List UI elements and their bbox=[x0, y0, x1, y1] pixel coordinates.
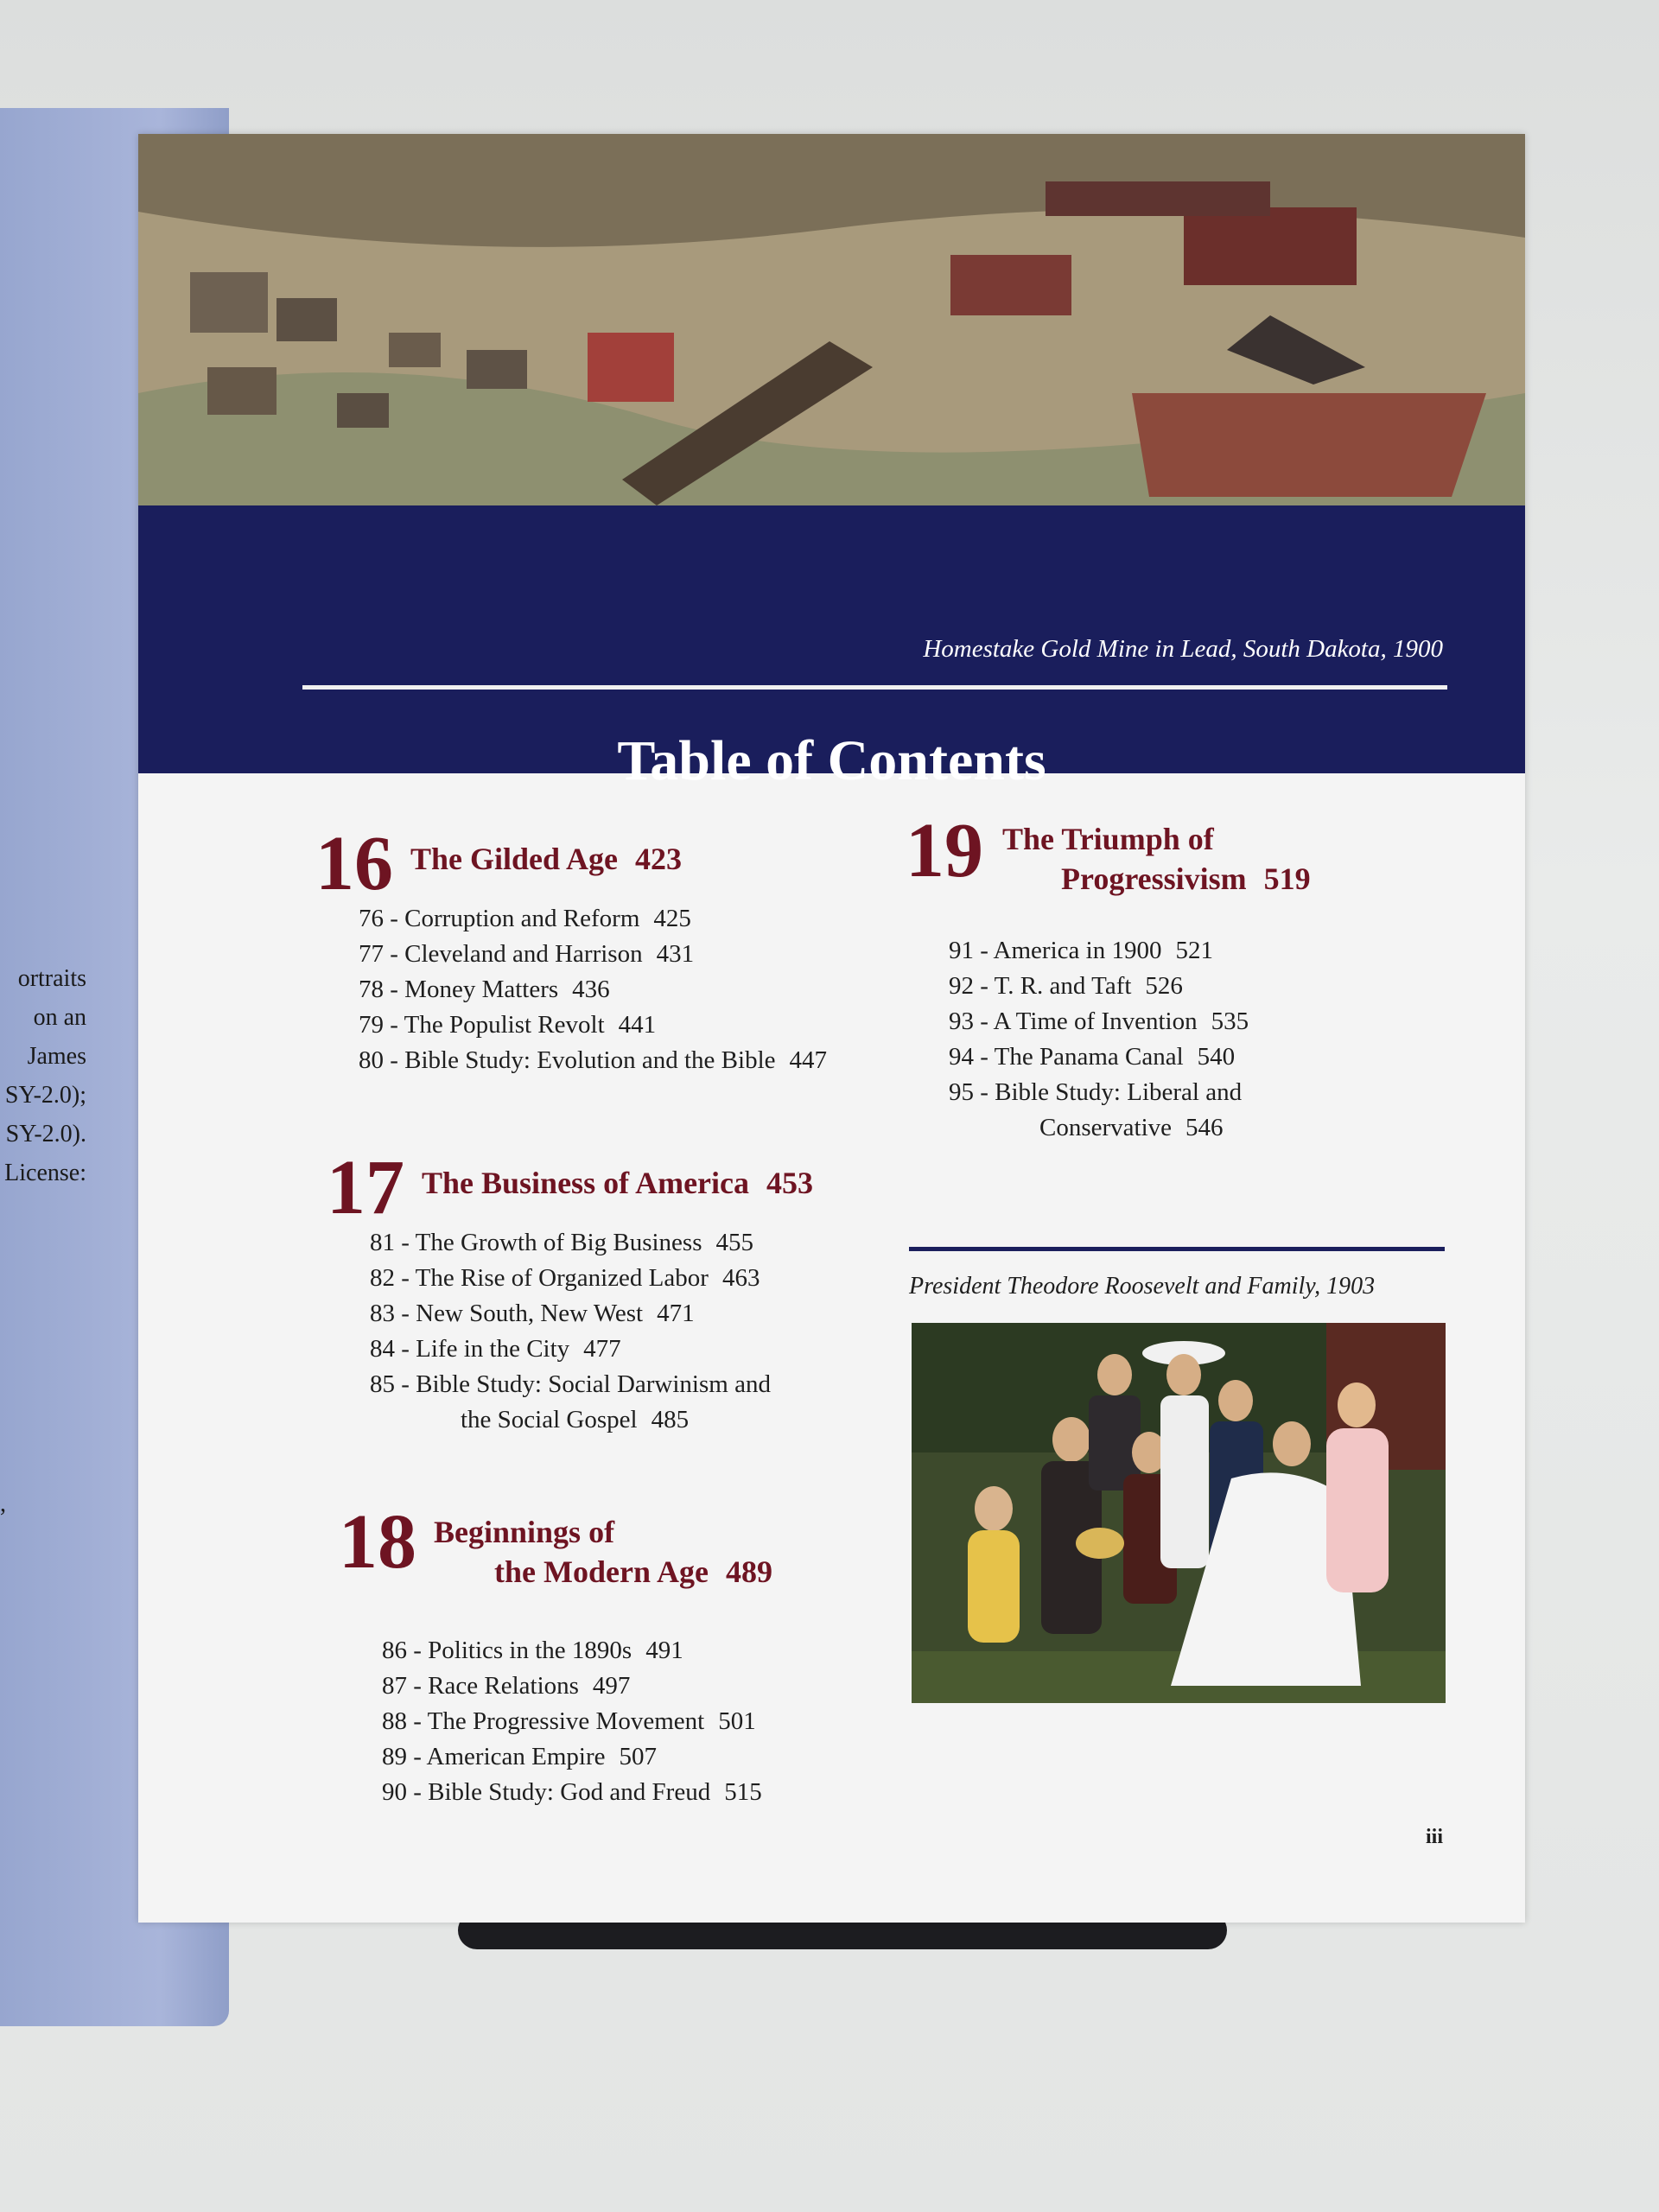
lesson-list bbox=[370, 1225, 771, 1438]
chapter-title-line2 bbox=[494, 1552, 772, 1592]
lesson-item[interactable] bbox=[359, 1043, 827, 1078]
lesson-title: 80 - Bible Study: Evolution and the Bible bbox=[359, 1046, 776, 1074]
chapter-title-text: the Modern Age bbox=[494, 1554, 709, 1589]
lesson-page: 463 bbox=[721, 1264, 760, 1292]
mine-photo bbox=[138, 134, 1525, 540]
chapter-page: 519 bbox=[1263, 861, 1311, 896]
lesson-item-continuation[interactable] bbox=[370, 1402, 771, 1438]
lesson-page: 526 bbox=[1145, 972, 1183, 1000]
toc-banner bbox=[138, 505, 1525, 792]
lesson-item[interactable] bbox=[382, 1633, 762, 1669]
lesson-title: 82 - The Rise of Organized Labor bbox=[370, 1264, 709, 1292]
lesson-item-continuation[interactable] bbox=[949, 1110, 1249, 1146]
left-page-line: on an bbox=[33, 1004, 86, 1031]
caption-rule bbox=[909, 1247, 1445, 1251]
lesson-item[interactable] bbox=[949, 933, 1249, 969]
toc-page bbox=[138, 134, 1525, 1923]
lesson-title: 90 - Bible Study: God and Freud bbox=[382, 1778, 711, 1806]
chapter-title bbox=[410, 839, 682, 879]
lesson-item[interactable] bbox=[949, 969, 1249, 1004]
lesson-title: 81 - The Growth of Big Business bbox=[370, 1229, 702, 1256]
toc-title: Table of Contents bbox=[617, 729, 1046, 792]
lesson-page: 540 bbox=[1197, 1043, 1236, 1071]
mine-photo-illustration bbox=[138, 134, 1525, 540]
lesson-page: 431 bbox=[656, 940, 695, 968]
chapter-title-text: The Business of America bbox=[422, 1166, 750, 1200]
lesson-item[interactable] bbox=[359, 901, 827, 937]
chapter-page: 489 bbox=[725, 1554, 772, 1589]
lesson-title: 87 - Race Relations bbox=[382, 1672, 579, 1700]
left-page-line: James bbox=[27, 1043, 86, 1070]
lesson-item[interactable] bbox=[359, 972, 827, 1007]
lesson-title: 88 - The Progressive Movement bbox=[382, 1707, 705, 1735]
chapter-page: 453 bbox=[766, 1166, 814, 1200]
chapter-number: 19 bbox=[906, 808, 983, 893]
chapter-title-line2 bbox=[1061, 859, 1311, 899]
lesson-page: 471 bbox=[657, 1300, 695, 1327]
left-page-comma: , bbox=[0, 1491, 6, 1517]
lesson-title: 93 - A Time of Invention bbox=[949, 1007, 1198, 1035]
lesson-item[interactable] bbox=[370, 1261, 771, 1296]
lesson-title: 76 - Corruption and Reform bbox=[359, 905, 640, 932]
chapter-number: 17 bbox=[327, 1145, 404, 1230]
lesson-item[interactable] bbox=[382, 1739, 762, 1775]
lesson-title: the Social Gospel bbox=[461, 1406, 638, 1433]
banner-rule bbox=[302, 685, 1447, 690]
left-page-line: SY-2.0); bbox=[4, 1082, 86, 1109]
lesson-page: 425 bbox=[653, 905, 691, 932]
lesson-title: 95 - Bible Study: Liberal and bbox=[949, 1078, 1243, 1106]
chapter-title-text: Progressivism bbox=[1061, 861, 1247, 896]
lesson-list bbox=[359, 901, 827, 1078]
lesson-list bbox=[382, 1633, 762, 1810]
family-photo-caption: President Theodore Roosevelt and Family, 1903 bbox=[909, 1273, 1376, 1300]
lesson-item[interactable] bbox=[359, 937, 827, 972]
left-page-line: License: bbox=[4, 1160, 86, 1186]
left-page-line: SY-2.0). bbox=[5, 1121, 86, 1147]
chapter-19 bbox=[906, 808, 1493, 1244]
chapter-title bbox=[422, 1163, 813, 1203]
chapter-number: 16 bbox=[315, 821, 393, 906]
lesson-title: 94 - The Panama Canal bbox=[949, 1043, 1184, 1071]
lesson-title: 77 - Cleveland and Harrison bbox=[359, 940, 643, 968]
lesson-page: 455 bbox=[715, 1229, 754, 1256]
lesson-page: 447 bbox=[789, 1046, 827, 1074]
lesson-item[interactable] bbox=[370, 1332, 771, 1367]
lesson-item[interactable] bbox=[949, 1039, 1249, 1075]
lesson-item[interactable] bbox=[359, 1007, 827, 1043]
lesson-item[interactable] bbox=[949, 1075, 1249, 1110]
chapter-title-line1: The Triumph of bbox=[1002, 822, 1214, 856]
lesson-title: 78 - Money Matters bbox=[359, 976, 559, 1003]
lesson-item[interactable] bbox=[370, 1225, 771, 1261]
lesson-page: 497 bbox=[592, 1672, 631, 1700]
lesson-title: 85 - Bible Study: Social Darwinism and bbox=[370, 1370, 771, 1398]
lesson-title: 89 - American Empire bbox=[382, 1743, 606, 1770]
lesson-page: 441 bbox=[618, 1011, 657, 1039]
lesson-title: 92 - T. R. and Taft bbox=[949, 972, 1132, 1000]
lesson-item[interactable] bbox=[370, 1296, 771, 1332]
lesson-title: Conservative bbox=[1039, 1114, 1173, 1141]
banner-caption: Homestake Gold Mine in Lead, South Dakota, 1900 bbox=[923, 635, 1443, 663]
lesson-page: 507 bbox=[619, 1743, 657, 1770]
lesson-title: 84 - Life in the City bbox=[370, 1335, 570, 1363]
lesson-page: 491 bbox=[645, 1637, 683, 1664]
lesson-title: 79 - The Populist Revolt bbox=[359, 1011, 605, 1039]
family-photo-illustration bbox=[912, 1323, 1446, 1703]
left-page-line: ortraits bbox=[17, 965, 86, 992]
chapter-18 bbox=[339, 1499, 944, 1953]
left-page-text bbox=[0, 959, 86, 1192]
chapter-page: 423 bbox=[635, 842, 683, 876]
chapter-title-text: The Gilded Age bbox=[410, 842, 619, 876]
lesson-page: 501 bbox=[718, 1707, 756, 1735]
lesson-item[interactable] bbox=[382, 1775, 762, 1810]
lesson-page: 436 bbox=[572, 976, 610, 1003]
lesson-item[interactable] bbox=[370, 1367, 771, 1402]
lesson-page: 477 bbox=[583, 1335, 621, 1363]
page-number: iii bbox=[1426, 1826, 1444, 1848]
lesson-item[interactable] bbox=[382, 1704, 762, 1739]
lesson-list bbox=[949, 933, 1249, 1146]
lesson-page: 485 bbox=[651, 1406, 690, 1433]
chapter-title-line1: Beginnings of bbox=[434, 1515, 615, 1549]
lesson-page: 535 bbox=[1211, 1007, 1249, 1035]
lesson-item[interactable] bbox=[382, 1669, 762, 1704]
lesson-title: 91 - America in 1900 bbox=[949, 937, 1162, 964]
lesson-page: 521 bbox=[1175, 937, 1213, 964]
lesson-page: 546 bbox=[1185, 1114, 1224, 1141]
lesson-title: 83 - New South, New West bbox=[370, 1300, 644, 1327]
roosevelt-family-photo bbox=[912, 1323, 1446, 1703]
lesson-item[interactable] bbox=[949, 1004, 1249, 1039]
lesson-page: 515 bbox=[724, 1778, 762, 1806]
lesson-title: 86 - Politics in the 1890s bbox=[382, 1637, 632, 1664]
chapter-number: 18 bbox=[339, 1499, 416, 1585]
